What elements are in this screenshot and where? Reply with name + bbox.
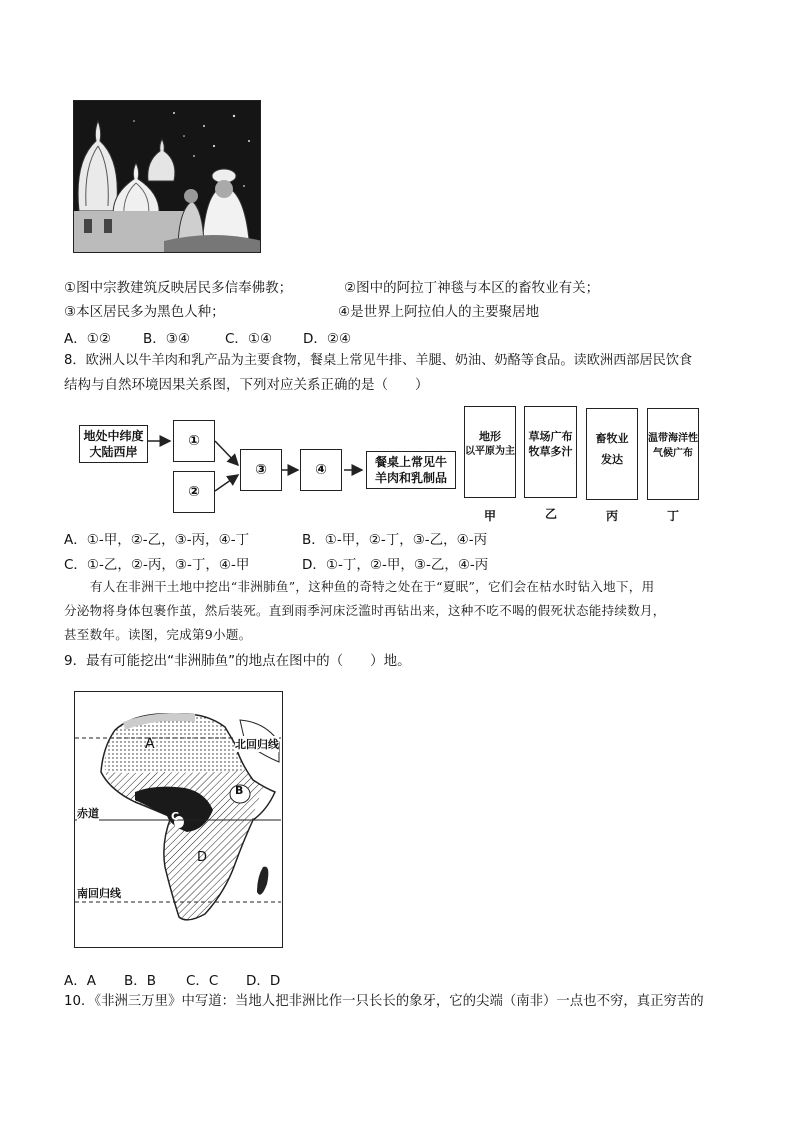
card-bing <box>586 408 638 500</box>
flow-node-3: ③ <box>240 449 282 491</box>
q8-option-c[interactable]: C．①-乙，②-丙，③-丁，④-甲 <box>64 557 250 573</box>
map-label-b: B <box>235 784 244 797</box>
map-label-equator: 赤道 <box>77 807 99 820</box>
card-yi <box>524 406 577 498</box>
q8-option-a[interactable]: A．①-甲，②-乙，③-丙，④-丁 <box>64 532 250 548</box>
q10-stem: 10．《非洲三万里》中写道：当地人把非洲比作一只长长的象牙，它的尖端（南非）一点也不穷，真正穷苦的 <box>64 994 704 1009</box>
flow-result-line-2: 羊肉和乳制品 <box>374 471 447 485</box>
q9-option-a[interactable]: A．A <box>64 973 96 989</box>
q7-option-d[interactable]: D．②④ <box>303 331 352 347</box>
q7-option-c[interactable]: C．①④ <box>225 331 273 347</box>
card-ding-caption: 丁 <box>666 509 679 523</box>
q8-option-b[interactable]: B．①-甲，②-丁，③-乙，④-丙 <box>302 532 488 548</box>
flow-result-box <box>366 451 456 489</box>
map-label-c: C <box>171 810 180 823</box>
card-ding-line-1: 温带海洋性 <box>648 433 698 444</box>
card-jia-caption: 甲 <box>483 509 496 523</box>
card-jia-line-1: 地形 <box>479 430 501 443</box>
card-ding-line-2: 气候广布 <box>653 448 693 459</box>
flow-start-line-1: 地处中纬度 <box>83 429 144 443</box>
card-ding <box>647 408 699 500</box>
q7-option-a[interactable]: A．①② <box>64 331 111 347</box>
map-label-tropic-s: 南回归线 <box>77 887 121 900</box>
flow-node-1: ① <box>173 420 215 462</box>
passage-line-2: 分泌物将身体包裹作茧，然后装死。直到雨季河床泛滥时再钻出来，这种不吃不喝的假死状态能持续数月， <box>64 603 666 618</box>
map-label-d: D <box>197 850 208 865</box>
q9-option-b[interactable]: B．B <box>124 973 157 989</box>
card-yi-caption: 乙 <box>544 507 557 521</box>
q9-option-c[interactable]: C．C <box>186 973 219 989</box>
card-yi-line-1: 草场广布 <box>528 430 573 443</box>
card-jia-line-2: 以平原为主 <box>465 446 515 457</box>
card-bing-line-1: 畜牧业 <box>595 432 629 445</box>
q7-statement-1: ①图中宗教建筑反映居民多信奉佛教； <box>64 280 293 296</box>
flow-start-box <box>79 425 148 463</box>
q8-stem-line-2: 结构与自然环境因果关系图，下列对应关系正确的是（ ） <box>64 377 429 393</box>
q7-option-b[interactable]: B．③④ <box>143 331 190 347</box>
card-yi-line-2: 牧草多汁 <box>528 445 573 458</box>
africa-map <box>74 691 283 948</box>
card-bing-caption: 丙 <box>605 509 618 523</box>
q8-stem-line-1: 8．欧洲人以牛羊肉和乳产品为主要食物，餐桌上常见牛排、羊腿、奶油、奶酪等食品。读欧洲西部居民饮食 <box>64 353 693 368</box>
q7-statement-3: ③本区居民多为黑色人种； <box>64 304 225 320</box>
q7-statement-2: ②图中的阿拉丁神毯与本区的畜牧业有关； <box>344 280 600 296</box>
flow-node-4: ④ <box>300 449 342 491</box>
passage-line-3: 甚至数年。读图，完成第9小题。 <box>64 627 252 642</box>
q9-stem: 9．最有可能挖出“非洲肺鱼”的地点在图中的（ ）地。 <box>64 653 411 669</box>
map-label-a: A <box>145 736 155 752</box>
q8-option-d[interactable]: D．①-丁，②-甲，③-乙，④-丙 <box>302 557 489 573</box>
mosque-illustration-art <box>74 101 261 253</box>
flow-result-line-1: 餐桌上常见牛 <box>374 455 447 469</box>
q9-option-d[interactable]: D．D <box>246 973 281 989</box>
q7-statement-4: ④是世界上阿拉伯人的主要聚居地 <box>338 304 540 320</box>
card-bing-line-2: 发达 <box>601 453 623 466</box>
flow-node-2: ② <box>173 471 215 513</box>
passage-line-1: 有人在非洲干土地中挖出“非洲肺鱼”，这种鱼的奇特之处在于“夏眠”，它们会在枯水时钻入地下，用 <box>90 579 655 594</box>
mosque-illustration <box>73 100 261 253</box>
card-jia <box>464 406 516 498</box>
flow-start-line-2: 大陆西岸 <box>89 445 138 459</box>
map-label-tropic-n: 北回归线 <box>235 738 279 751</box>
